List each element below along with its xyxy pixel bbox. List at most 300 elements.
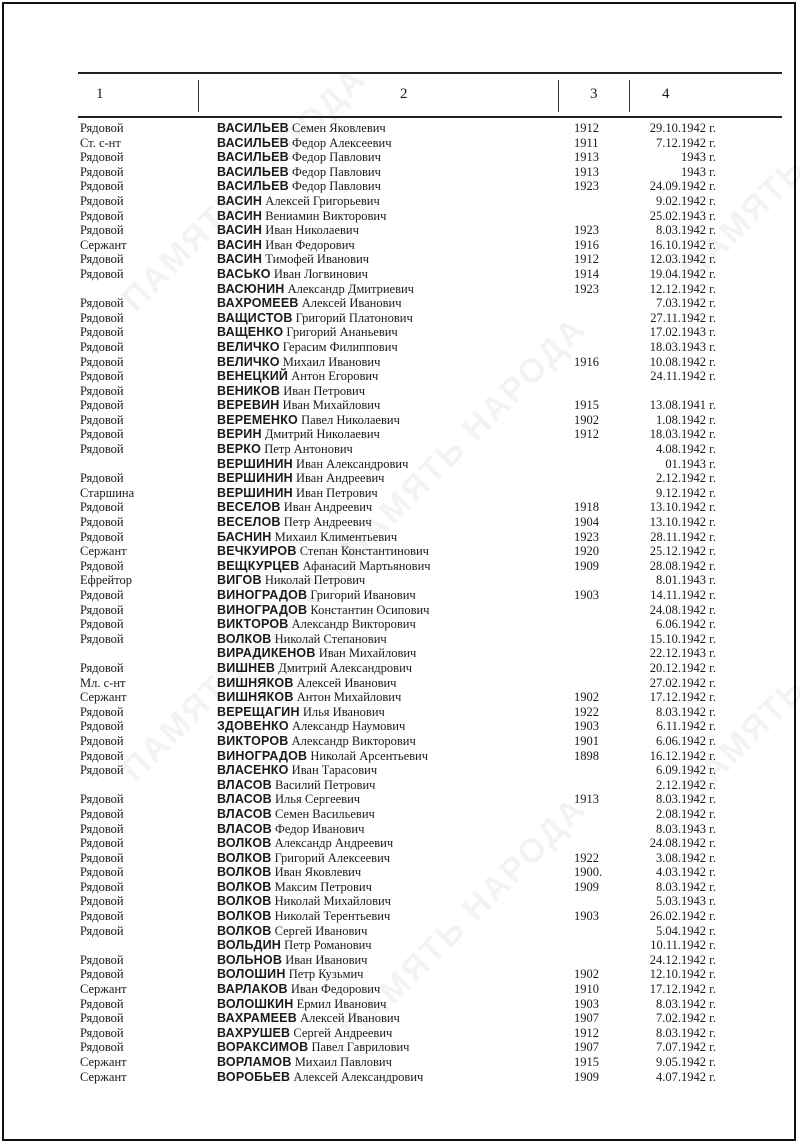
given-names: Алексей Иванович bbox=[296, 675, 397, 690]
header-divider bbox=[558, 80, 559, 112]
birth-year: 1913 bbox=[574, 792, 599, 807]
death-date: 01.1943 г. bbox=[665, 456, 716, 471]
table-row bbox=[0, 136, 800, 151]
surname: ВИКТОРОВ bbox=[217, 733, 289, 748]
surname: ВОЛКОВ bbox=[217, 836, 272, 851]
table-row bbox=[0, 909, 800, 924]
surname: ВИШНЯКОВ bbox=[217, 690, 294, 705]
surname: ВИКТОРОВ bbox=[217, 617, 289, 632]
death-date: 4.08.1942 г. bbox=[656, 442, 716, 457]
death-date: 17.12.1942 г. bbox=[649, 690, 716, 705]
rank: Рядовой bbox=[80, 923, 124, 938]
given-names: Иван Петрович bbox=[283, 383, 365, 398]
header-col-4: 4 bbox=[662, 86, 670, 102]
table-row bbox=[0, 311, 800, 326]
full-name bbox=[217, 617, 416, 632]
rank: Рядовой bbox=[80, 821, 124, 836]
table-header bbox=[78, 72, 782, 118]
full-name bbox=[217, 369, 378, 384]
given-names: Алексей Иванович bbox=[301, 296, 402, 311]
surname: ВОРОБЬЕВ bbox=[217, 1069, 291, 1084]
rank: Рядовой bbox=[80, 339, 124, 354]
table-row bbox=[0, 355, 800, 370]
death-date: 24.11.1942 г. bbox=[650, 369, 716, 384]
full-name bbox=[217, 486, 378, 501]
table-row bbox=[0, 924, 800, 939]
table-row bbox=[0, 1070, 800, 1085]
full-name bbox=[217, 749, 428, 764]
given-names: Иван Андреевич bbox=[296, 471, 385, 486]
given-names: Алексей Александрович bbox=[293, 1069, 424, 1084]
given-names: Николай Степанович bbox=[274, 631, 387, 646]
birth-year: 1900. bbox=[574, 865, 603, 880]
table-row bbox=[0, 646, 800, 661]
full-name bbox=[217, 398, 380, 413]
surname: ВЕРШИНИН bbox=[217, 485, 293, 500]
birth-year: 1904 bbox=[574, 515, 599, 530]
surname: ВАСИН bbox=[217, 223, 263, 238]
full-name bbox=[217, 1011, 400, 1026]
given-names: Иван Иванович bbox=[285, 952, 368, 967]
table-row bbox=[0, 325, 800, 340]
surname: ВЕЛИЧКО bbox=[217, 339, 280, 354]
rank: Рядовой bbox=[80, 515, 124, 530]
rank: Рядовой bbox=[80, 383, 124, 398]
table-row bbox=[0, 209, 800, 224]
birth-year: 1912 bbox=[574, 252, 599, 267]
full-name bbox=[217, 792, 360, 807]
given-names: Петр Андреевич bbox=[283, 515, 372, 530]
full-name bbox=[217, 150, 381, 165]
given-names: Константин Осипович bbox=[310, 602, 430, 617]
death-date: 17.12.1942 г. bbox=[649, 982, 716, 997]
given-names: Дмитрий Александрович bbox=[278, 660, 413, 675]
surname: ВИНОГРАДОВ bbox=[217, 588, 308, 602]
given-names: Николай Терентьевич bbox=[274, 909, 391, 924]
table-row bbox=[0, 778, 800, 793]
full-name bbox=[217, 982, 380, 997]
rank: Рядовой bbox=[80, 865, 124, 880]
surname: ВОЛКОВ bbox=[217, 879, 272, 894]
surname: ВАЩИСТОВ bbox=[217, 310, 293, 325]
death-date: 27.11.1942 г. bbox=[650, 310, 716, 325]
full-name bbox=[217, 223, 359, 238]
surname: ВОЛОШКИН bbox=[217, 996, 294, 1011]
rank: Рядовой bbox=[80, 252, 124, 267]
surname: ВОЛЬДИН bbox=[217, 938, 282, 953]
table-row bbox=[0, 719, 800, 734]
given-names: Иван Михайлович bbox=[318, 646, 417, 661]
given-names: Иван Александрович bbox=[296, 456, 409, 471]
full-name bbox=[217, 165, 381, 180]
surname: ВАСИЛЬЕВ bbox=[217, 164, 289, 179]
given-names: Илья Сергеевич bbox=[275, 792, 361, 807]
table-row bbox=[0, 384, 800, 399]
rank: Ефрейтор bbox=[80, 573, 133, 588]
full-name bbox=[217, 1070, 423, 1085]
full-name bbox=[217, 413, 400, 428]
rank: Рядовой bbox=[80, 617, 124, 632]
surname: ВИНОГРАДОВ bbox=[217, 602, 308, 617]
surname: ВЕНЕЦКИЙ bbox=[217, 369, 289, 384]
full-name bbox=[217, 238, 355, 253]
rank: Рядовой bbox=[80, 369, 124, 384]
given-names: Тимофей Иванович bbox=[265, 252, 370, 267]
death-date: 2.12.1942 г. bbox=[656, 777, 716, 792]
given-names: Иван Яковлевич bbox=[274, 865, 362, 880]
given-names: Павел Гаврилович bbox=[311, 1040, 410, 1055]
full-name bbox=[217, 1040, 409, 1055]
header-col-2: 2 bbox=[400, 86, 408, 102]
given-names: Александр Викторович bbox=[291, 617, 416, 632]
death-date: 6.11.1942 г. bbox=[656, 719, 716, 734]
table-row bbox=[0, 340, 800, 355]
table-row bbox=[0, 486, 800, 501]
death-date: 5.04.1942 г. bbox=[656, 923, 716, 938]
table-row bbox=[0, 938, 800, 953]
table-row bbox=[0, 121, 800, 136]
given-names: Афанасий Мартьянович bbox=[302, 558, 431, 573]
rank: Рядовой bbox=[80, 1011, 124, 1026]
table-row bbox=[0, 544, 800, 559]
rank: Рядовой bbox=[80, 266, 124, 281]
table-row bbox=[0, 369, 800, 384]
table-row bbox=[0, 792, 800, 807]
rank: Рядовой bbox=[80, 427, 124, 442]
full-name bbox=[217, 763, 377, 778]
surname: ВАСИЛЬЕВ bbox=[217, 121, 289, 135]
birth-year: 1903 bbox=[574, 719, 599, 734]
table-row bbox=[0, 763, 800, 778]
birth-year: 1918 bbox=[574, 500, 599, 515]
table-row bbox=[0, 617, 800, 632]
birth-year: 1907 bbox=[574, 1040, 599, 1055]
rank: Ст. с-нт bbox=[80, 135, 121, 150]
table-row bbox=[0, 413, 800, 428]
rank: Сержант bbox=[80, 1055, 127, 1069]
full-name bbox=[217, 997, 386, 1012]
full-name bbox=[217, 894, 391, 909]
table-row bbox=[0, 880, 800, 895]
surname: ВАЩЕНКО bbox=[217, 325, 284, 340]
given-names: Федор Павлович bbox=[291, 150, 381, 165]
table-row bbox=[0, 588, 800, 603]
surname: ВАХРУШЕВ bbox=[217, 1025, 291, 1040]
full-name bbox=[217, 457, 408, 472]
death-date: 6.06.1942 г. bbox=[656, 733, 716, 748]
surname: ВАСИН bbox=[217, 193, 263, 208]
given-names: Алексей Григорьевич bbox=[265, 193, 380, 208]
death-date: 10.08.1942 г. bbox=[649, 354, 716, 369]
surname: ВЕЛИЧКО bbox=[217, 354, 280, 369]
given-names: Александр Дмитриевич bbox=[287, 281, 414, 296]
rank: Рядовой bbox=[80, 631, 124, 646]
surname: ВЕСЕЛОВ bbox=[217, 515, 281, 530]
death-date: 7.03.1942 г. bbox=[656, 296, 716, 311]
birth-year: 1916 bbox=[574, 354, 599, 369]
given-names: Федор Павлович bbox=[291, 164, 381, 179]
header-divider bbox=[629, 80, 630, 112]
birth-year: 1913 bbox=[574, 150, 599, 165]
death-date: 6.09.1942 г. bbox=[656, 763, 716, 778]
surname: ВЛАСОВ bbox=[217, 821, 272, 836]
rank: Рядовой bbox=[80, 223, 124, 238]
death-date: 18.03.1942 г. bbox=[649, 427, 716, 442]
birth-year: 1903 bbox=[574, 996, 599, 1011]
death-date: 16.12.1942 г. bbox=[649, 748, 716, 763]
table-row bbox=[0, 165, 800, 180]
rank: Сержант bbox=[80, 237, 127, 252]
rank: Рядовой bbox=[80, 193, 124, 208]
rank: Рядовой bbox=[80, 310, 124, 325]
death-date: 24.08.1942 г. bbox=[649, 602, 716, 617]
table-row bbox=[0, 997, 800, 1012]
death-date: 8.03.1942 г. bbox=[656, 879, 716, 894]
rank: Рядовой bbox=[80, 996, 124, 1011]
rank: Рядовой bbox=[80, 150, 124, 165]
full-name bbox=[217, 734, 416, 749]
surname: ВОЛКОВ bbox=[217, 865, 272, 880]
table-row bbox=[0, 982, 800, 997]
table-row bbox=[0, 836, 800, 851]
given-names: Александр Викторович bbox=[291, 733, 416, 748]
rank: Рядовой bbox=[80, 325, 124, 340]
given-names: Николай Петрович bbox=[264, 573, 366, 588]
death-date: 2.08.1942 г. bbox=[656, 806, 716, 821]
death-date: 26.02.1942 г. bbox=[649, 909, 716, 924]
surname: ВЕЩКУРЦЕВ bbox=[217, 558, 300, 573]
surname: ВЛАСОВ bbox=[217, 777, 272, 792]
rank: Старшина bbox=[80, 485, 135, 500]
full-name bbox=[217, 719, 405, 734]
rank: Рядовой bbox=[80, 296, 124, 311]
surname: ВОЛКОВ bbox=[217, 923, 272, 938]
surname: ВОЛКОВ bbox=[217, 909, 272, 924]
death-date: 4.07.1942 г. bbox=[656, 1069, 716, 1084]
given-names: Алексей Иванович bbox=[300, 1011, 400, 1026]
surname: ВОЛКОВ bbox=[217, 894, 272, 909]
death-date: 27.02.1942 г. bbox=[649, 675, 716, 690]
rank: Рядовой bbox=[80, 836, 124, 851]
given-names: Илья Иванович bbox=[302, 704, 385, 719]
given-names: Герасим Филиппович bbox=[282, 339, 398, 354]
given-names: Александр Наумович bbox=[291, 719, 406, 734]
death-date: 3.08.1942 г. bbox=[656, 850, 716, 865]
death-date: 9.12.1942 г. bbox=[656, 485, 716, 500]
death-date: 8.03.1942 г. bbox=[656, 223, 716, 238]
death-date: 14.11.1942 г. bbox=[650, 588, 716, 602]
birth-year: 1913 bbox=[574, 164, 599, 179]
rank: Рядовой bbox=[80, 748, 124, 763]
table-row bbox=[0, 398, 800, 413]
rank: Рядовой bbox=[80, 602, 124, 617]
rank: Рядовой bbox=[80, 354, 124, 369]
rank: Рядовой bbox=[80, 1040, 124, 1055]
surname: ВОЛЬНОВ bbox=[217, 952, 283, 967]
surname: ВЕРЕВИН bbox=[217, 398, 280, 413]
table-row bbox=[0, 238, 800, 253]
birth-year: 1922 bbox=[574, 704, 599, 719]
table-row bbox=[0, 749, 800, 764]
table-row bbox=[0, 1026, 800, 1041]
death-date: 28.08.1942 г. bbox=[649, 558, 716, 573]
death-date: 8.03.1942 г. bbox=[656, 996, 716, 1011]
given-names: Федор Иванович bbox=[275, 821, 365, 836]
given-names: Семен Васильевич bbox=[275, 806, 375, 821]
birth-year: 1914 bbox=[574, 266, 599, 281]
full-name bbox=[217, 778, 375, 793]
surname: БАСНИН bbox=[217, 529, 272, 544]
birth-year: 1912 bbox=[574, 427, 599, 442]
surname: ВАСИН bbox=[217, 252, 263, 267]
surname: ВАХРОМЕЕВ bbox=[217, 296, 299, 311]
given-names: Степан Константинович bbox=[299, 544, 429, 559]
full-name bbox=[217, 705, 385, 720]
birth-year: 1909 bbox=[574, 1069, 599, 1084]
full-name bbox=[217, 865, 361, 880]
death-date: 8.03.1943 г. bbox=[656, 821, 716, 836]
rank: Рядовой bbox=[80, 500, 124, 515]
surname: ЗДОВЕНКО bbox=[217, 719, 289, 734]
table-row bbox=[0, 457, 800, 472]
table-row bbox=[0, 267, 800, 282]
surname: ВОЛКОВ bbox=[217, 850, 272, 865]
given-names: Александр Андреевич bbox=[274, 836, 394, 851]
full-name bbox=[217, 909, 390, 924]
death-date: 19.04.1942 г. bbox=[649, 266, 716, 281]
surname: ВАСИЛЬЕВ bbox=[217, 150, 289, 165]
full-name bbox=[217, 179, 381, 194]
given-names: Иван Федорович bbox=[265, 237, 355, 252]
full-name bbox=[217, 136, 391, 151]
death-date: 25.12.1942 г. bbox=[649, 544, 716, 559]
surname: ВИШНЯКОВ bbox=[217, 675, 294, 690]
full-name bbox=[217, 1055, 392, 1070]
table-row bbox=[0, 1011, 800, 1026]
surname: ВАСИЛЬЕВ bbox=[217, 179, 289, 194]
surname: ВЛАСОВ bbox=[217, 806, 272, 821]
rank: Рядовой bbox=[80, 1025, 124, 1040]
full-name bbox=[217, 282, 414, 297]
birth-year: 1898 bbox=[574, 748, 599, 763]
full-name bbox=[217, 588, 416, 603]
given-names: Михаил Павлович bbox=[294, 1055, 392, 1069]
death-date: 8.03.1942 г. bbox=[656, 704, 716, 719]
given-names: Василий Петрович bbox=[275, 777, 376, 792]
table-row bbox=[0, 427, 800, 442]
birth-year: 1910 bbox=[574, 982, 599, 997]
table-row bbox=[0, 851, 800, 866]
surname: ВЕРИН bbox=[217, 427, 262, 442]
rank: Сержант bbox=[80, 690, 127, 705]
given-names: Антон Михайлович bbox=[296, 690, 402, 705]
birth-year: 1902 bbox=[574, 412, 599, 427]
death-date: 29.10.1942 г. bbox=[649, 121, 716, 135]
full-name bbox=[217, 530, 397, 545]
surname: ВЛАСОВ bbox=[217, 792, 272, 807]
full-name bbox=[217, 427, 380, 442]
rank: Рядовой bbox=[80, 442, 124, 457]
death-date: 18.03.1943 г. bbox=[649, 339, 716, 354]
given-names: Иван Андреевич bbox=[283, 500, 373, 515]
given-names: Иван Логвинович bbox=[273, 266, 368, 281]
full-name bbox=[217, 573, 365, 588]
given-names: Николай Арсентьевич bbox=[310, 748, 429, 763]
table-row bbox=[0, 194, 800, 209]
surname: ВОЛОШИН bbox=[217, 967, 286, 982]
full-name bbox=[217, 544, 429, 559]
rank: Рядовой bbox=[80, 894, 124, 909]
full-name bbox=[217, 252, 369, 267]
full-name bbox=[217, 661, 412, 676]
table-row bbox=[0, 296, 800, 311]
birth-year: 1901 bbox=[574, 733, 599, 748]
full-name bbox=[217, 442, 353, 457]
given-names: Иван Петрович bbox=[296, 485, 378, 500]
death-date: 22.12.1943 г. bbox=[649, 646, 716, 661]
rank: Рядовой bbox=[80, 558, 124, 573]
full-name bbox=[217, 559, 431, 574]
full-name bbox=[217, 311, 413, 326]
rank: Рядовой bbox=[80, 806, 124, 821]
birth-year: 1920 bbox=[574, 544, 599, 559]
table-row bbox=[0, 515, 800, 530]
given-names: Михаил Климентьевич bbox=[274, 529, 398, 544]
full-name bbox=[217, 924, 367, 939]
full-name bbox=[217, 121, 386, 136]
rank: Рядовой bbox=[80, 909, 124, 924]
given-names: Ермил Иванович bbox=[296, 996, 387, 1011]
header-divider bbox=[198, 80, 199, 112]
surname: ВЛАСЕНКО bbox=[217, 763, 289, 778]
table-row bbox=[0, 603, 800, 618]
birth-year: 1912 bbox=[574, 1025, 599, 1040]
given-names: Иван Федорович bbox=[290, 982, 381, 997]
surname: ВЕРШИНИН bbox=[217, 471, 293, 486]
death-date: 8.03.1942 г. bbox=[656, 792, 716, 807]
full-name bbox=[217, 646, 416, 661]
death-date: 6.06.1942 г. bbox=[656, 617, 716, 632]
table-row bbox=[0, 807, 800, 822]
rank: Рядовой bbox=[80, 412, 124, 427]
given-names: Дмитрий Николаевич bbox=[264, 427, 380, 442]
full-name bbox=[217, 384, 365, 399]
birth-year: 1923 bbox=[574, 529, 599, 544]
table-row bbox=[0, 179, 800, 194]
table-row bbox=[0, 967, 800, 982]
full-name bbox=[217, 880, 372, 895]
surname: ВЕЧКУИРОВ bbox=[217, 544, 297, 559]
full-name bbox=[217, 1026, 392, 1041]
given-names: Антон Егорович bbox=[291, 369, 379, 384]
death-date: 24.09.1942 г. bbox=[649, 179, 716, 194]
death-date: 1943 г. bbox=[681, 164, 716, 179]
table-row bbox=[0, 894, 800, 909]
table-row bbox=[0, 223, 800, 238]
rank: Рядовой bbox=[80, 850, 124, 865]
surname: ВЕРКО bbox=[217, 442, 262, 457]
rank: Рядовой bbox=[80, 733, 124, 748]
rank: Рядовой bbox=[80, 660, 124, 675]
rank: Рядовой bbox=[80, 398, 124, 413]
death-date: 15.10.1942 г. bbox=[649, 631, 716, 646]
given-names: Иван Николаевич bbox=[265, 223, 359, 238]
given-names: Иван Тарасович bbox=[291, 763, 378, 778]
birth-year: 1923 bbox=[574, 223, 599, 238]
surname: ВЕРШИНИН bbox=[217, 456, 293, 471]
table-row bbox=[0, 676, 800, 691]
full-name bbox=[217, 515, 372, 530]
